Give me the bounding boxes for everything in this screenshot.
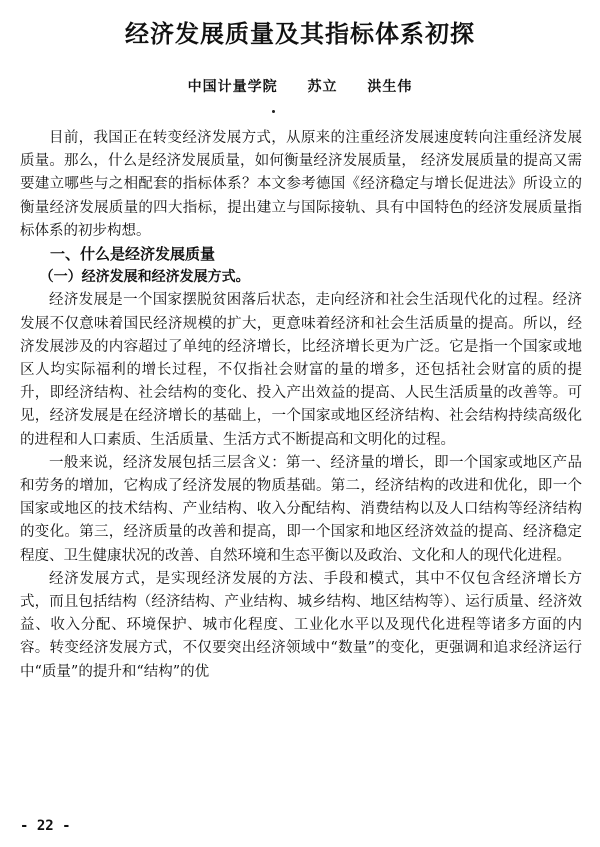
stray-dot-mark [272, 110, 275, 113]
page-number: - 22 - [20, 818, 71, 834]
author-name-1: 苏立 [307, 79, 338, 95]
author-name-2: 洪生伟 [367, 79, 413, 95]
body-paragraph-3: 经济发展方式，是实现经济发展的方法、手段和模式，其中不仅包含经济增长方式，而且包括结构（经济结构、产业结构、城乡结构、地区结构等）、运行质量、经济效益、收入分配、环境保护、城市化程度、工业化水平以及现代化进程等诸多方面的内容。转变经济发展方式，不仅要突出经济领域中“数量”的变化，更强调和追求经济运行中“质量”的提升和“结构”的优 [20, 570, 582, 680]
body-paragraph-1: 经济发展是一个国家摆脱贫困落后状态，走向经济和社会生活现代化的过程。经济发展不仅意味着国民经济规模的扩大，更意味着经济和社会生活质量的提高。所以，经济发展涉及的内容超过了单纯的经济增长，比经济增长更为广泛。它是指一个国家或地区人均实际福利的增长过程，不仅指社会财富的量的增多，还包括社会财富的质的提升，即经济结构、社会结构的变化、投入产出效益的提高、人民生活质量的改善等。可见，经济发展是在经济增长的基础上，一个国家或地区经济结构、社会结构持续高级化的进程和人口素质、生活质量、生活方式不断提高和文明化的过程。 [20, 292, 582, 448]
section-heading-1: 一、什么是经济发展质量 [50, 245, 216, 264]
intro-paragraph: 目前，我国正在转变经济发展方式，从原来的注重经济发展速度转向注重经济发展质量。那么，什么是经济发展质量，如何衡量经济发展质量， 经济发展质量的提高又需要建立哪些与之相配套的指标体系？本文参考德国《经济稳定与增长促进法》所设立的衡量经济发展质量的四大指标，提出建立与国际接轨、具有中国特色的经济发展质量指标体系的初步构想。 [20, 130, 582, 239]
subsection-heading-1: （一）经济发展和经济发展方式。 [39, 269, 250, 286]
article-body [20, 127, 582, 684]
byline [0, 76, 600, 96]
article-title: 经济发展质量及其指标体系初探 [125, 19, 475, 48]
body-paragraph-2: 一般来说，经济发展包括三层含义：第一、经济量的增长，即一个国家或地区产品和劳务的增加，它构成了经济发展的物质基础。第二，经济结构的改进和优化，即一个国家或地区的技术结构、产业结构、收入分配结构、消费结构以及人口结构等经济结构的变化。第三，经济质量的改善和提高，即一个国家和地区经济效益的提高、经济稳定程度、卫生健康状况的改善、自然环境和生态平衡以及政治、文化和人的现代化进程。 [20, 454, 582, 564]
author-institution: 中国计量学院 [187, 79, 278, 95]
